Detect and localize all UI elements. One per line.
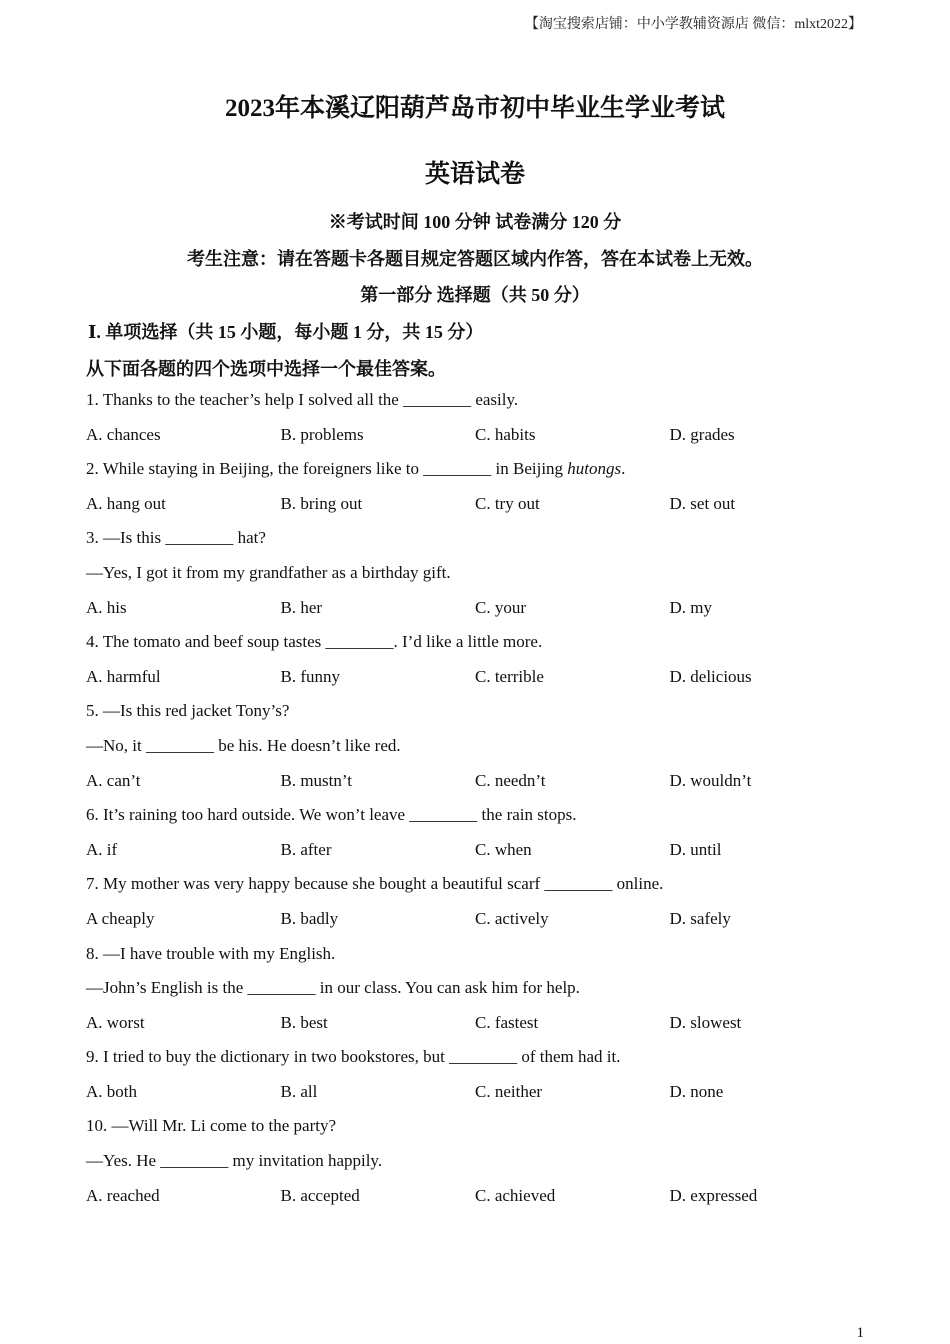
subject-title: 英语试卷 bbox=[424, 161, 525, 188]
option-d: D. set out bbox=[669, 493, 736, 513]
option-c: C. achieved bbox=[475, 1185, 556, 1205]
option-b: B. badly bbox=[280, 908, 339, 928]
question-10-options bbox=[86, 1179, 876, 1214]
header-note: 【淘宝搜索店铺：中小学教辅资源店 微信：mlxt2022】 bbox=[524, 17, 862, 32]
option-c: C. terrible bbox=[475, 666, 544, 686]
question-8-stem: 8. —I have trouble with my English. bbox=[86, 943, 336, 963]
option-a: A. harmful bbox=[86, 666, 161, 686]
page-number: 1 bbox=[856, 1325, 864, 1341]
option-d: D. grades bbox=[669, 424, 735, 444]
option-a: A. if bbox=[86, 839, 118, 859]
question-2-stem-end: . bbox=[621, 459, 626, 479]
option-d: D. safely bbox=[669, 908, 731, 928]
question-3-stem-reply: —Yes, I got it from my grandfather as a birthday gift. bbox=[86, 562, 451, 582]
question-2-options bbox=[86, 487, 876, 522]
question-4-options bbox=[86, 660, 876, 695]
option-b: B. bring out bbox=[280, 493, 363, 513]
section-instruction: 从下面各题的四个选项中选择一个最佳答案。 bbox=[86, 359, 446, 379]
question-5-stem-reply: —No, it ________ be his. He doesn’t like red. bbox=[86, 735, 401, 755]
option-d: D. until bbox=[669, 839, 722, 859]
question-3-options bbox=[86, 591, 876, 626]
question-7-stem: 7. My mother was very happy because she bought a beautiful scarf ________ online. bbox=[86, 874, 664, 894]
option-c: C. your bbox=[475, 597, 526, 617]
exam-title: 2023年本溪辽阳葫芦岛市初中毕业生学业考试 bbox=[224, 95, 725, 122]
question-9-options bbox=[86, 1075, 876, 1110]
question-8-options bbox=[86, 1006, 876, 1041]
question-1-stem: 1. Thanks to the teacher’s help I solved all the ________ easily. bbox=[86, 390, 519, 409]
question-9-stem: 9. I tried to buy the dictionary in two bookstores, but ________ of them had it. bbox=[86, 1047, 621, 1067]
question-10-stem-reply: —Yes. He ________ my invitation happily. bbox=[86, 1151, 383, 1171]
exam-info: ※考试时间 100 分钟 试卷满分 120 分 bbox=[328, 212, 622, 232]
option-d: D. expressed bbox=[669, 1185, 758, 1205]
option-c: C. neither bbox=[475, 1081, 543, 1101]
question-5-stem: 5. —Is this red jacket Tony’s? bbox=[86, 701, 290, 721]
option-a: A. his bbox=[86, 597, 127, 617]
question-2-stem-text: 2. While staying in Beijing, the foreigners like to ________ in Beijing bbox=[86, 459, 568, 479]
option-d: D. delicious bbox=[669, 666, 752, 686]
question-4-stem: 4. The tomato and beef soup tastes ________. I’d like a little more. bbox=[86, 632, 543, 652]
option-d: D. slowest bbox=[669, 1012, 742, 1032]
option-a: A. reached bbox=[86, 1185, 160, 1205]
option-b: B. mustn’t bbox=[280, 770, 352, 790]
option-c: C. try out bbox=[475, 493, 540, 513]
question-6-options bbox=[86, 833, 876, 868]
option-b: B. problems bbox=[280, 424, 364, 444]
option-c: C. habits bbox=[475, 424, 536, 444]
question-2-italic-word: hutongs bbox=[567, 459, 622, 479]
option-b: B. after bbox=[280, 839, 332, 859]
section-title: Ⅰ. 单项选择（共 15 小题，每小题 1 分，共 15 分） bbox=[88, 322, 484, 342]
question-10-stem: 10. —Will Mr. Li come to the party? bbox=[86, 1116, 337, 1136]
question-3-stem: 3. —Is this ________ hat? bbox=[86, 528, 266, 548]
question-8-stem-reply: —John’s English is the ________ in our class. You can ask him for help. bbox=[86, 978, 580, 998]
question-6-stem: 6. It’s raining too hard outside. We won’t leave ________ the rain stops. bbox=[86, 805, 577, 825]
part-title: 第一部分 选择题（共 50 分） bbox=[360, 285, 590, 305]
option-b: B. best bbox=[280, 1012, 328, 1032]
option-c: C. actively bbox=[475, 908, 549, 928]
option-b: B. her bbox=[280, 597, 323, 617]
exam-notice: 考生注意：请在答题卡各题目规定答题区域内作答，答在本试卷上无效。 bbox=[187, 249, 763, 269]
question-list bbox=[86, 383, 876, 1213]
option-d: D. none bbox=[669, 1081, 724, 1101]
option-c: C. fastest bbox=[475, 1012, 539, 1032]
option-a: A. worst bbox=[86, 1012, 145, 1032]
question-2-stem bbox=[86, 452, 876, 487]
option-c: C. needn’t bbox=[475, 770, 546, 790]
option-b: B. funny bbox=[280, 666, 340, 686]
option-a: A. can’t bbox=[86, 770, 141, 790]
question-5-options bbox=[86, 764, 876, 799]
option-a: A. hang out bbox=[86, 493, 166, 513]
option-d: D. my bbox=[669, 597, 712, 617]
option-a: A. both bbox=[86, 1081, 137, 1101]
option-b: B. accepted bbox=[280, 1185, 360, 1205]
option-d: D. wouldn’t bbox=[669, 770, 752, 790]
option-c: C. when bbox=[475, 839, 532, 859]
option-b: B. all bbox=[280, 1081, 318, 1101]
question-7-options bbox=[86, 902, 876, 937]
option-a: A. chances bbox=[86, 424, 161, 444]
question-1-options bbox=[86, 418, 876, 453]
option-a: A cheaply bbox=[86, 908, 155, 928]
